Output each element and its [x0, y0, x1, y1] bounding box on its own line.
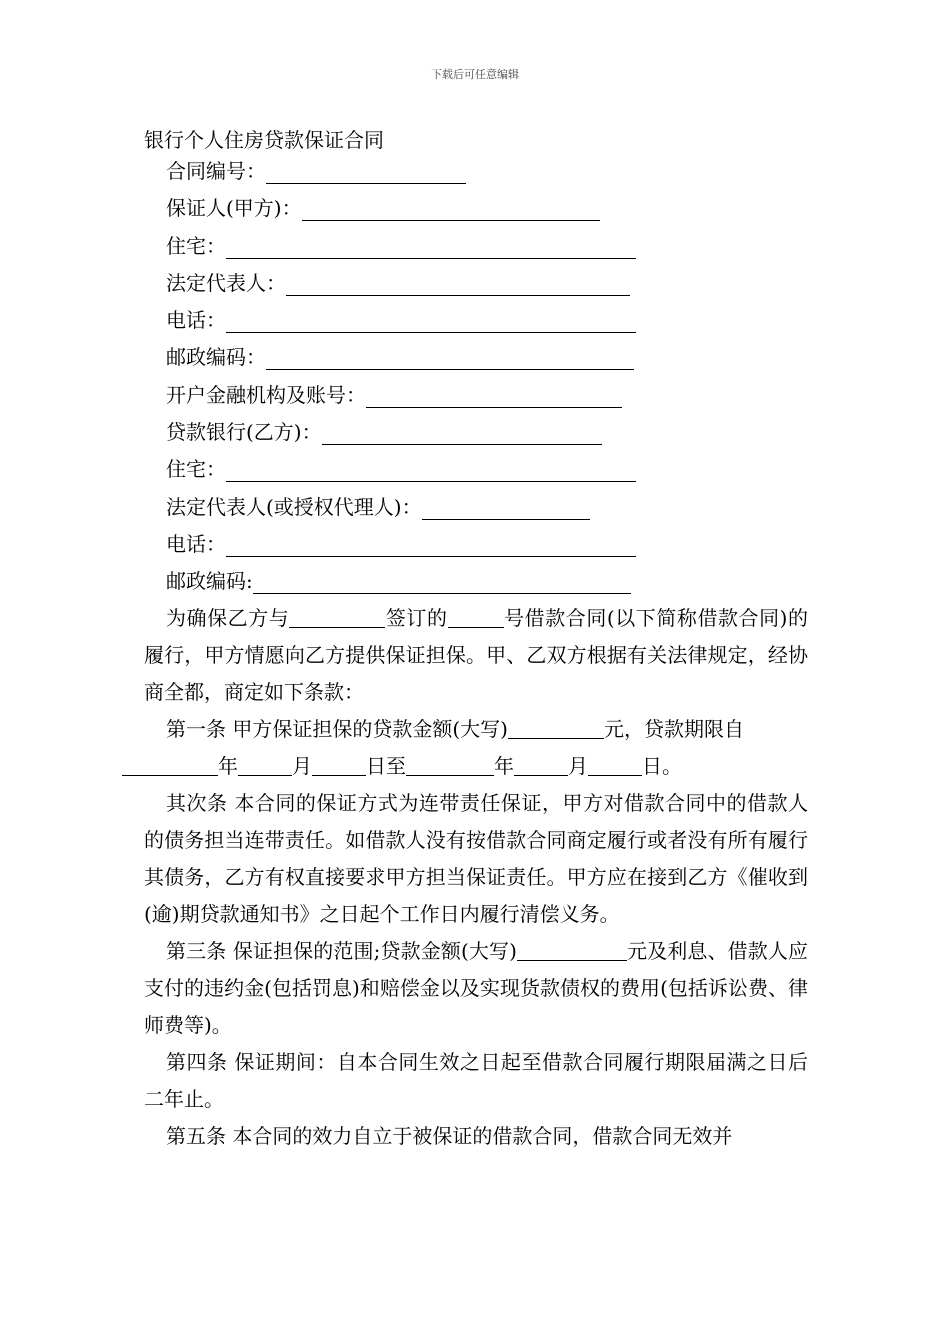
blank-line[interactable]	[448, 600, 504, 628]
field-label: 贷款银行(乙方)：	[166, 420, 322, 445]
text-run: 第三条 保证担保的范围;贷款金额(大写)	[166, 939, 517, 963]
paragraph-article-2: 其次条 本合同的保证方式为连带责任保证，甲方对借款合同中的借款人的债务担当连带责任。如借款人没有按借款合同商定履行或者没有所有履行其债务，乙方有权直接要求甲方担当保证责任。甲方应在接到乙方《催收到(逾)期贷款通知书》之日起个工作日内履行清偿义务。	[144, 791, 808, 926]
blank-line[interactable]	[253, 566, 631, 594]
blank-line[interactable]	[122, 748, 218, 776]
paragraph-article-1	[144, 711, 808, 785]
text-run: 年	[218, 754, 238, 778]
field-lending-bank	[166, 417, 636, 454]
field-label: 邮政编码：	[166, 345, 266, 370]
field-label: 电话：	[166, 308, 226, 333]
text-run: 月	[292, 754, 312, 778]
blank-line[interactable]	[302, 193, 600, 221]
field-postcode-b	[166, 566, 636, 603]
blank-line[interactable]	[514, 748, 568, 776]
document-title: 银行个人住房贷款保证合同	[144, 128, 384, 152]
blank-line[interactable]	[508, 711, 604, 739]
blank-line[interactable]	[238, 748, 292, 776]
text-run: 签订的	[385, 606, 448, 630]
field-legal-representative	[166, 268, 636, 305]
blank-line[interactable]	[406, 748, 494, 776]
field-residence	[166, 231, 636, 268]
field-label: 邮政编码:	[166, 569, 253, 594]
blank-line[interactable]	[312, 748, 366, 776]
contract-fields	[166, 156, 636, 604]
text-run: 为确保乙方与	[166, 606, 290, 630]
field-label: 法定代表人：	[166, 270, 286, 295]
blank-line[interactable]	[266, 156, 466, 184]
blank-line[interactable]	[226, 454, 636, 482]
paragraph-article-3	[144, 933, 808, 1044]
text-run: 月	[568, 754, 588, 778]
field-guarantor	[166, 193, 636, 230]
blank-line[interactable]	[286, 268, 630, 296]
blank-line[interactable]	[517, 933, 627, 961]
field-label: 保证人(甲方)：	[166, 196, 302, 221]
field-phone-b	[166, 529, 636, 566]
contract-body	[144, 600, 808, 1155]
blank-line[interactable]	[226, 529, 636, 557]
field-label: 电话：	[166, 531, 226, 556]
blank-line[interactable]	[226, 231, 636, 259]
text-run: 年	[494, 754, 514, 778]
paragraph-intro	[144, 600, 808, 711]
text-run: 第一条 甲方保证担保的贷款金额(大写)	[166, 717, 508, 741]
paragraph-article-5: 第五条 本合同的效力自立于被保证的借款合同，借款合同无效并	[166, 1124, 733, 1148]
blank-line[interactable]	[366, 380, 622, 408]
field-contract-number	[166, 156, 636, 193]
text-run: 日至	[366, 754, 406, 778]
text-run: 元及利息、借款人应支付的违约金(包括罚息)和赔偿金以及实现货款债权的费用(包括诉讼费、律师费等)。	[144, 939, 809, 1037]
blank-line[interactable]	[226, 305, 636, 333]
field-legal-representative-b	[166, 492, 636, 529]
text-run: 日。	[642, 754, 682, 778]
field-label: 合同编号：	[166, 159, 266, 183]
field-label: 法定代表人(或授权代理人)：	[166, 494, 422, 519]
field-postcode	[166, 342, 636, 379]
paragraph-article-4: 第四条 保证期间：自本合同生效之日起至借款合同履行期限届满之日后二年止。	[144, 1050, 808, 1111]
field-label: 开户金融机构及账号：	[166, 382, 366, 407]
text-run: 元，贷款期限自	[603, 717, 744, 741]
blank-line[interactable]	[422, 492, 590, 520]
text-run: 号借款合同(以下简称借款合同)的履行，甲方情愿向乙方提供保证担保。甲、乙双方根据有关法律规定，经协商全都，商定如下条款：	[144, 606, 809, 704]
field-label: 住宅：	[166, 233, 226, 258]
page-header-note: 下载后可任意编辑	[431, 68, 519, 81]
blank-line[interactable]	[322, 417, 602, 445]
blank-line[interactable]	[266, 342, 634, 370]
field-bank-account	[166, 380, 636, 417]
blank-line[interactable]	[588, 748, 642, 776]
field-residence-b	[166, 454, 636, 491]
field-phone	[166, 305, 636, 342]
field-label: 住宅：	[166, 457, 226, 482]
blank-line[interactable]	[289, 600, 385, 628]
